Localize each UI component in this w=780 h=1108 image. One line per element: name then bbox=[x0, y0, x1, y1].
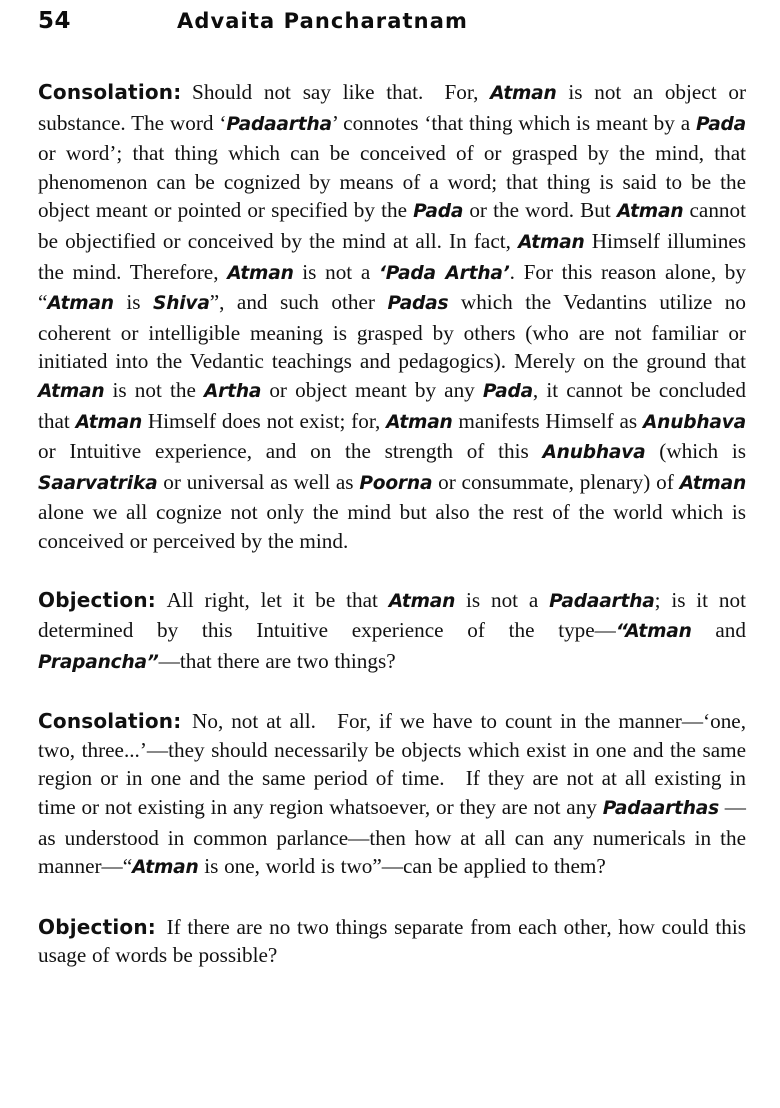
sanskrit-term: “Atman bbox=[615, 621, 692, 643]
paragraph-objection-2 bbox=[38, 913, 746, 970]
sanskrit-term: Pada bbox=[413, 201, 464, 223]
text-run: is one, world is two”—can be applied to them? bbox=[198, 854, 606, 879]
sanskrit-term: Prapancha” bbox=[38, 651, 159, 673]
text-run: is bbox=[113, 290, 154, 315]
speaker-label: Objection: bbox=[38, 914, 156, 939]
speaker-label: Consolation: bbox=[38, 709, 182, 734]
text-run: alone we all cognize not only the mind but also the rest of the world which is conceived or perceived by the mind. bbox=[38, 500, 746, 553]
text-run: Should not say like that. For, bbox=[192, 80, 491, 104]
text-run: or Intuitive experience, and on the strength of this bbox=[38, 439, 543, 464]
running-head bbox=[38, 6, 745, 40]
sanskrit-term: Anubhava bbox=[642, 411, 746, 433]
sanskrit-term: Pada bbox=[482, 380, 533, 402]
running-title: Advaita Pancharatnam bbox=[177, 9, 468, 33]
paragraph-body bbox=[38, 80, 746, 553]
sanskrit-term: ‘Pada Artha’ bbox=[378, 262, 510, 284]
sanskrit-term: Atman bbox=[227, 262, 294, 284]
text-run: If there are no two things separate from each other, how could this usage of words be possible? bbox=[38, 914, 746, 968]
body-text-column bbox=[38, 78, 746, 970]
text-run: or universal as well as bbox=[157, 469, 360, 494]
text-run: ’ connotes ‘that thing which is meant by a bbox=[331, 110, 696, 135]
text-run: or object meant by any bbox=[261, 377, 483, 402]
sanskrit-term: Padas bbox=[387, 293, 449, 315]
text-run: Himself illumines the mind. Therefore, bbox=[38, 228, 746, 284]
page-number: 54 bbox=[38, 8, 72, 34]
text-run: is not the bbox=[104, 377, 204, 402]
sanskrit-term: Atman bbox=[47, 293, 114, 315]
sanskrit-term: Atman bbox=[132, 857, 199, 879]
text-run: ; is it not determined by this Intuitive experience of the type— bbox=[38, 587, 746, 643]
text-run: and bbox=[691, 618, 746, 643]
paragraph-objection-1 bbox=[38, 586, 746, 678]
sanskrit-term: Atman bbox=[38, 380, 105, 402]
text-run: which the Vedantins utilize no coherent or intelligible meaning is grasped by others (who are not familiar or initiated into the Vedantic teachings and pedagogics). Merely on the ground that bbox=[38, 290, 746, 374]
text-run: manifests Himself as bbox=[452, 408, 643, 433]
paragraph-consolation-2 bbox=[38, 707, 746, 883]
text-run: . For this reason alone, by “ bbox=[38, 259, 746, 315]
text-run: or the word. But bbox=[463, 198, 617, 223]
sanskrit-term: Atman bbox=[386, 411, 453, 433]
text-run: or word’; that thing which can be conceived of or grasped by the mind, that phenomenon can be cognized by means of a word; that thing is said to be the object meant or pointed or specified by the bbox=[38, 141, 746, 223]
sanskrit-term: Padaarthas bbox=[602, 798, 719, 820]
text-run: , it cannot be concluded that bbox=[38, 377, 746, 433]
text-run: ”, and such other bbox=[209, 290, 388, 315]
sanskrit-term: Poorna bbox=[359, 472, 433, 494]
text-run: cannot be objectified or conceived by the mind at all. In fact, bbox=[38, 198, 746, 253]
sanskrit-term: Padaartha bbox=[226, 113, 332, 135]
sanskrit-term: Padaartha bbox=[549, 590, 655, 612]
text-run: is not an object or substance. The word bbox=[38, 80, 746, 135]
sanskrit-term: Atman bbox=[518, 231, 585, 253]
sanskrit-term: Saarvatrika bbox=[38, 472, 158, 494]
sanskrit-term: Atman bbox=[75, 411, 143, 433]
sanskrit-term: Artha bbox=[203, 380, 262, 402]
text-run: Himself does not exist; for, bbox=[142, 408, 387, 433]
text-run: All right, let it be that bbox=[166, 587, 389, 612]
speaker-label: Consolation: bbox=[38, 80, 182, 104]
speaker-label: Objection: bbox=[38, 587, 156, 612]
text-run: or consummate, plenary) of bbox=[432, 469, 680, 494]
text-run: ‘ bbox=[219, 110, 227, 135]
sanskrit-term: Atman bbox=[679, 472, 746, 494]
text-run: No, not at all. For, if we have to count in the manner—‘one, two, three...’—they should necessarily be objects which exist in one and the same region or in one and the same period of time. If they are not at all existing in time or not existing in any region whatsoever, or they are not any bbox=[38, 709, 746, 820]
sanskrit-term: Atman bbox=[616, 201, 684, 223]
text-run: —that there are two things? bbox=[158, 648, 396, 673]
text-run: (which is bbox=[645, 439, 746, 464]
sanskrit-term: Pada bbox=[695, 113, 746, 135]
text-run: is not a bbox=[293, 259, 379, 284]
sanskrit-term: Atman bbox=[388, 590, 456, 612]
sanskrit-term: Anubhava bbox=[542, 442, 646, 464]
paragraph-consolation-1 bbox=[38, 78, 746, 556]
text-run: is not a bbox=[455, 587, 550, 612]
text-run: —as understood in common parlance—then how at all can any numericals in the manner—“ bbox=[38, 795, 746, 879]
paragraph-body bbox=[38, 709, 746, 878]
sanskrit-term: Shiva bbox=[153, 293, 210, 315]
sanskrit-term: Atman bbox=[490, 83, 557, 104]
